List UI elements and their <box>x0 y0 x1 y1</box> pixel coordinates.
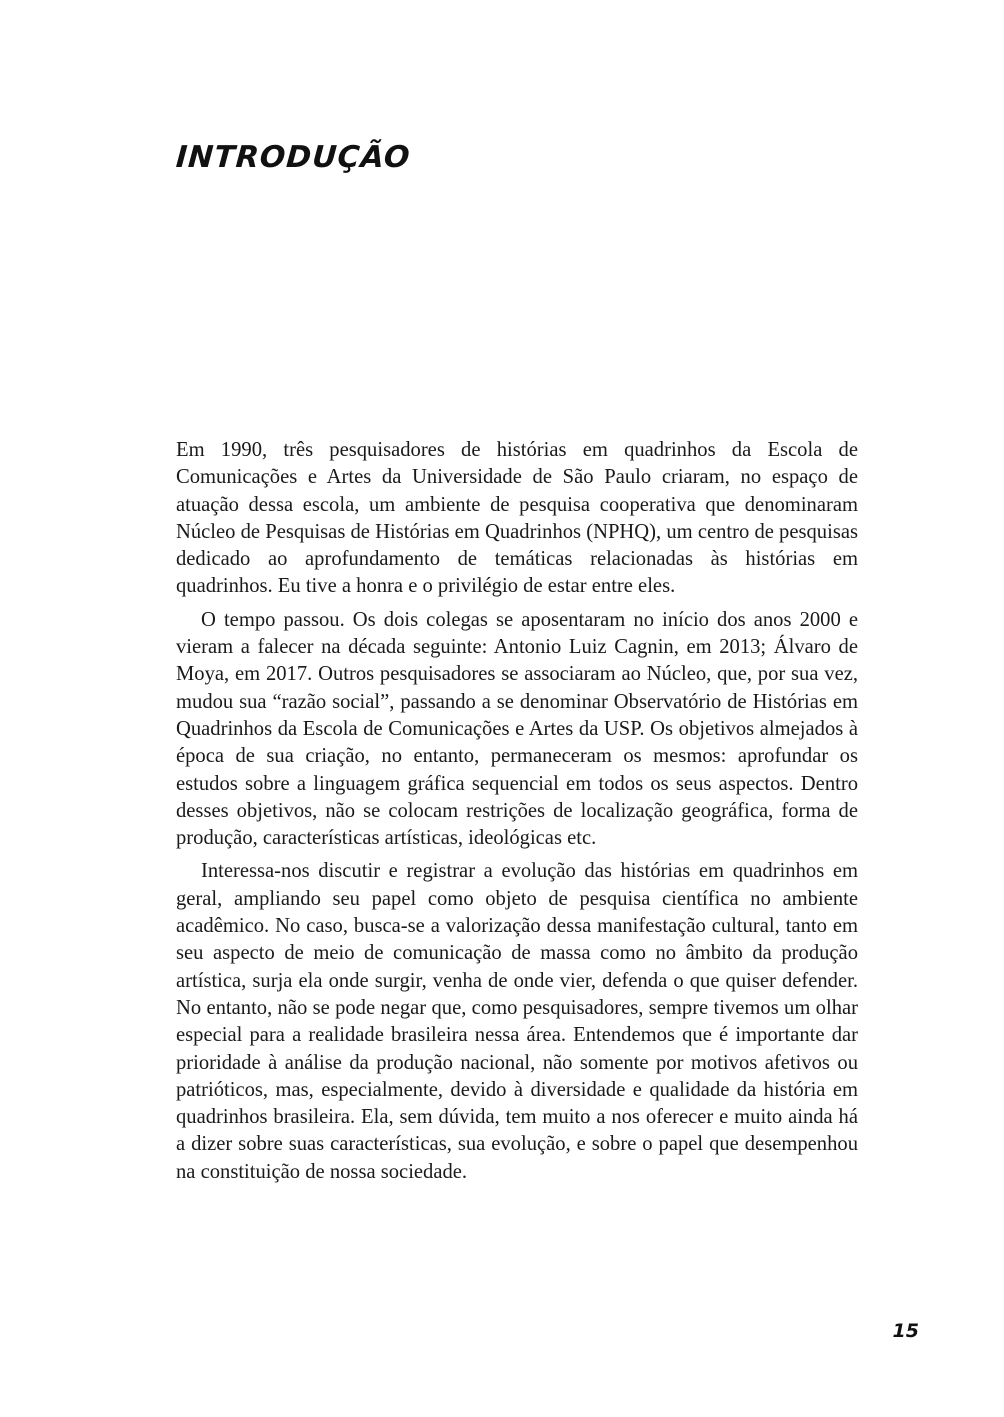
paragraph-1: Em 1990, três pesquisadores de histórias em quadrinhos da Escola de Comunicações e Artes da Universidade de São Paulo criaram, no espaço de atuação dessa escola, um ambiente de pesquisa cooperativa que denominaram Núcleo de Pesquisas de Histórias em Quadrinhos (NPHQ), um centro de pesquisas dedicado ao aprofundamento de temáticas relacionadas às histórias em quadrinhos. Eu tive a honra e o privilégio de estar entre eles. <box>176 439 858 598</box>
chapter-title: INTRODUÇÃO <box>174 140 412 175</box>
paragraph-3: Interessa-nos discutir e registrar a evolução das histórias em quadrinhos em geral, ampliando seu papel como objeto de pesquisa científica no ambiente acadêmico. No caso, busca-se a valorização dessa manifestação cultural, tanto em seu aspecto de meio de comunicação de massa como no âmbito da produção artística, surja ela onde surgir, venha de onde vier, defenda o que quiser defender. No entanto, não se pode negar que, como pesquisadores, sempre tivemos um olhar especial para a realidade brasileira nessa área. Entendemos que é importante dar prioridade à análise da produção nacional, não somente por motivos afetivos ou patrióticos, mas, especialmente, devido à diversidade e qualidade da história em quadrinhos brasileira. Ela, sem dúvida, tem muito a nos oferecer e muito ainda há a dizer sobre suas características, sua evolução, e sobre o papel que desempenhou na constituição de nossa sociedade. <box>176 860 858 1183</box>
paragraph-2: O tempo passou. Os dois colegas se aposentaram no início dos anos 2000 e vieram a falecer na década seguinte: Antonio Luiz Cagnin, em 2013; Álvaro de Moya, em 2017. Outros pesquisadores se associaram ao Núcleo, que, por sua vez, mudou sua “razão social”, passando a se denominar Observatório de Histórias em Quadrinhos da Escola de Comunicações e Artes da USP. Os objetivos almejados à época de sua criação, no entanto, permaneceram os mesmos: aprofundar os estudos sobre a linguagem gráfica sequencial em todos os seus aspectos. Dentro desses objetivos, não se colocam restrições de localização geográfica, forma de produção, características artísticas, ideológicas etc. <box>176 608 858 850</box>
body-text <box>176 437 858 1192</box>
page-number: 15 <box>892 1320 919 1342</box>
